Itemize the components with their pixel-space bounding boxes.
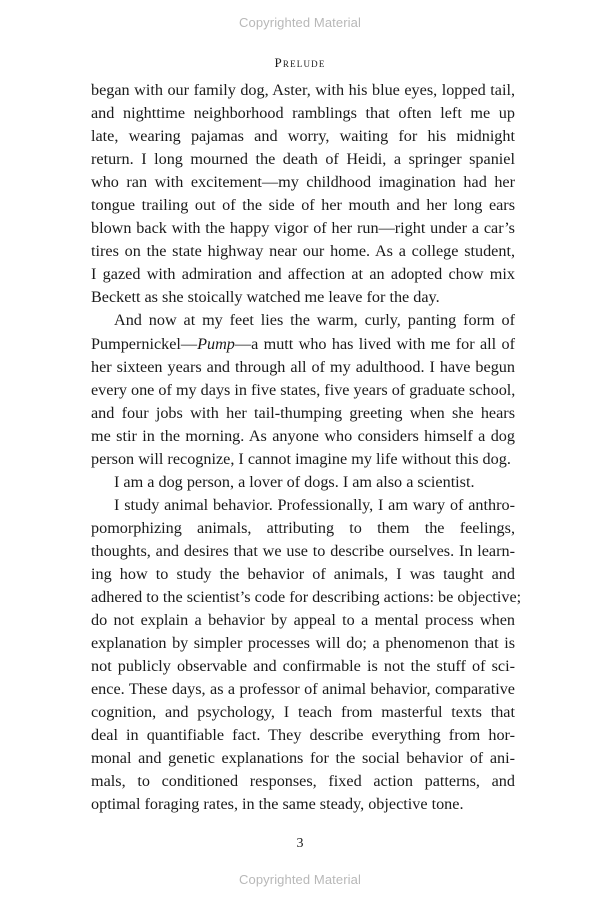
text-line: monal and genetic explanations for the social behavior of ani-: [91, 749, 515, 768]
text-line: late, wearing pajamas and worry, waiting for his midnight: [91, 127, 515, 146]
text-line: and four jobs with her tail-thumping greeting when she hears: [91, 403, 515, 422]
paragraph-3: [91, 471, 515, 494]
paragraph-4: [91, 494, 522, 817]
text-line: thoughts, and desires that we use to describe ourselves. In learn-: [91, 541, 515, 560]
text-line: person will recognize, I cannot imagine my life without this dog.: [91, 449, 511, 468]
text-line: mals, to conditioned responses, fixed action patterns, and: [91, 772, 515, 791]
text-line: her sixteen years and through all of my adulthood. I have begun: [91, 357, 515, 376]
text-line: me stir in the morning. As anyone who considers himself a dog: [91, 426, 515, 445]
text-line: tires on the state highway near our home. As a college student,: [91, 242, 515, 261]
body-text: [91, 79, 522, 817]
text-line: [91, 333, 515, 356]
running-head: Prelude: [274, 55, 326, 70]
copyright-watermark-bottom: Copyrighted Material: [239, 872, 361, 887]
text-line: cognition, and psychology, I teach from masterful texts that: [91, 703, 515, 722]
text-line: not publicly observable and confirmable is not the stuff of sci-: [91, 657, 515, 676]
text-line: do not explain a behavior by appeal to a mental process when: [91, 611, 515, 630]
text-line: every one of my days in five states, five years of graduate school,: [91, 380, 516, 399]
text-line: and nighttime neighborhood ramblings that often left me up: [91, 104, 515, 123]
text-line: who ran with excitement—my childhood imagination had her: [91, 173, 515, 192]
text-line: tongue trailing out of the side of her mouth and her long ears: [91, 196, 515, 215]
copyright-watermark-top: Copyrighted Material: [239, 15, 361, 30]
paragraph-1: [91, 79, 515, 309]
text-line: deal in quantifiable fact. They describe everything from hor-: [91, 726, 515, 745]
page-number: 3: [296, 836, 304, 851]
text-line: adhered to the scientist’s code for describing actions: be objective;: [91, 588, 522, 607]
emphasized-name: Pump: [197, 334, 235, 353]
paragraph-2: [91, 309, 515, 470]
text-line: blown back with the happy vigor of her run—right under a car’s: [91, 219, 515, 238]
text-run: Pumpernickel—: [91, 334, 198, 353]
text-line: began with our family dog, Aster, with his blue eyes, lopped tail,: [91, 81, 515, 99]
text-line: ence. These days, as a professor of animal behavior, comparative: [91, 680, 515, 699]
text-line: I study animal behavior. Professionally, I am wary of anthro-: [114, 495, 515, 514]
text-line: return. I long mourned the death of Heidi, a springer spaniel: [91, 150, 515, 169]
text-line: Beckett as she stoically watched me leave for the day.: [91, 288, 440, 307]
text-line: I gazed with admiration and affection at an adopted chow mix: [91, 265, 515, 284]
text-line: ing how to study the behavior of animals, I was taught and: [91, 564, 515, 583]
text-line: explanation by simpler processes will do; a phenomenon that is: [91, 634, 515, 653]
text-line: I am a dog person, a lover of dogs. I am also a scientist.: [114, 472, 475, 491]
text-line: pomorphizing animals, attributing to them the feelings,: [91, 518, 515, 537]
text-line: And now at my feet lies the warm, curly, panting form of: [114, 311, 515, 330]
text-run: —a mutt who has lived with me for all of: [234, 334, 515, 353]
text-line: optimal foraging rates, in the same steady, objective tone.: [91, 795, 464, 814]
